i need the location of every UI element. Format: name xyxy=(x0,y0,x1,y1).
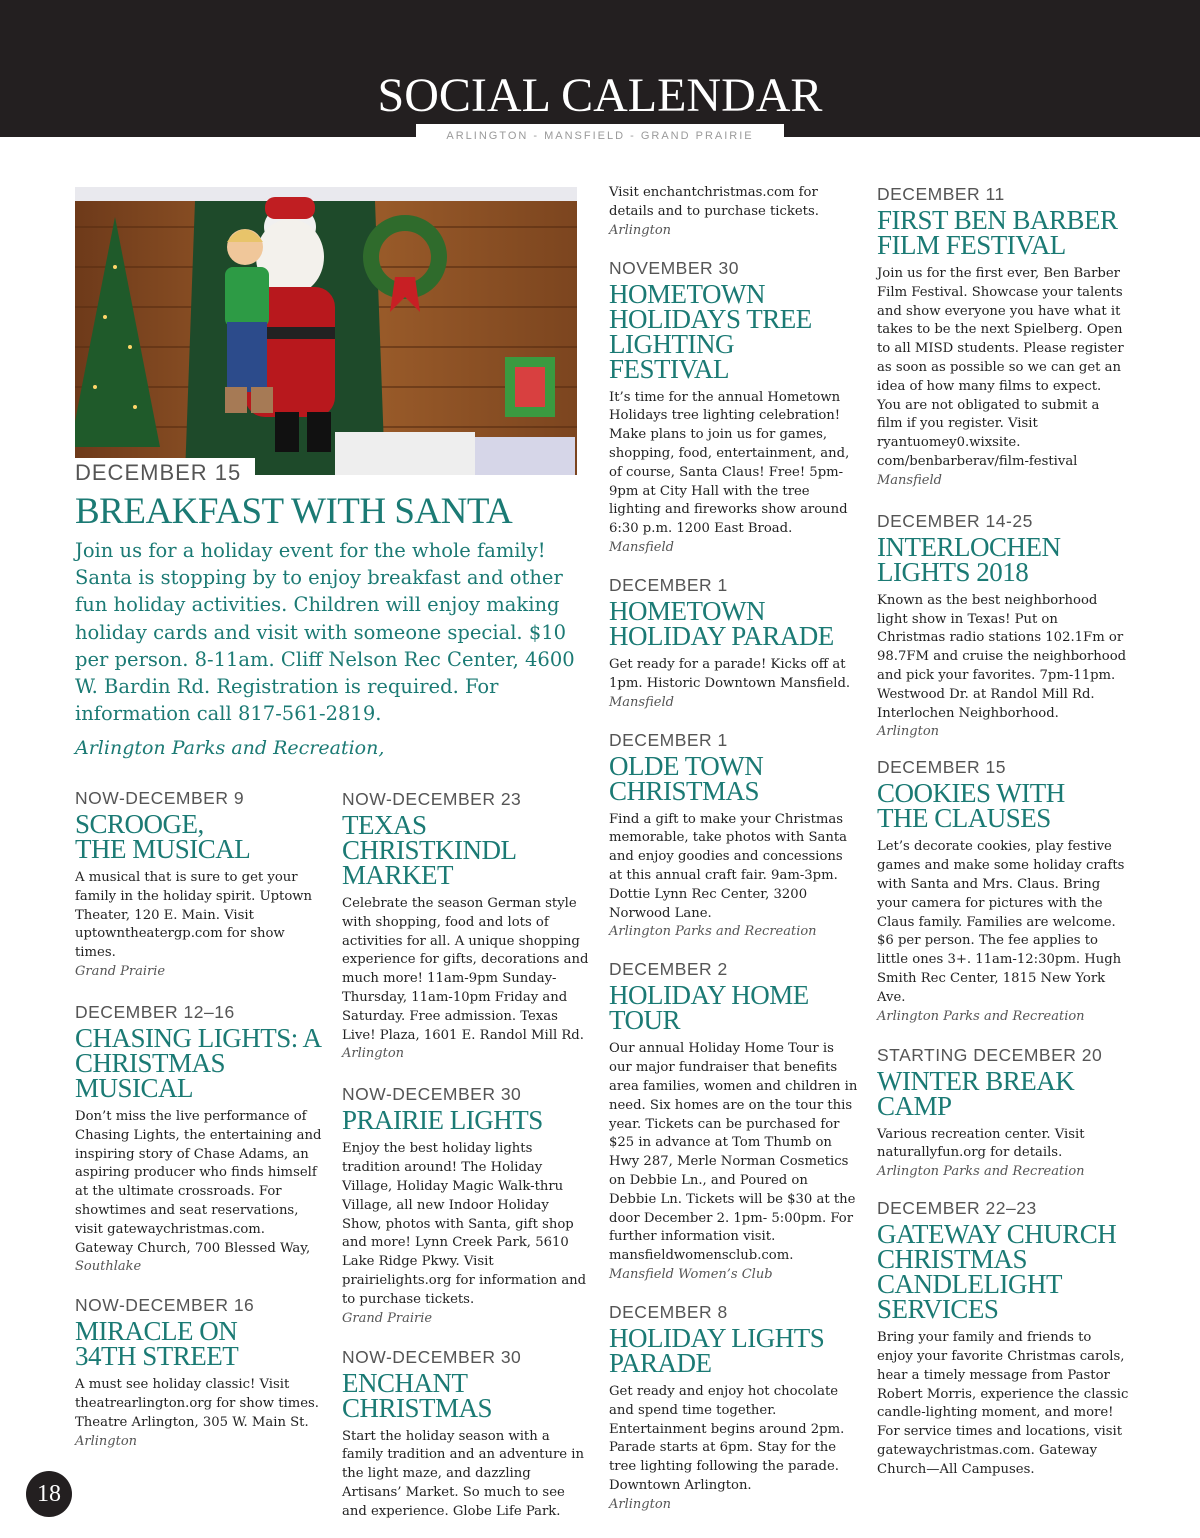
event-date: DECEMBER 1 xyxy=(609,729,728,750)
event-date: DECEMBER 15 xyxy=(877,757,1007,778)
event-interlochen xyxy=(877,511,1129,741)
event-winter-camp xyxy=(877,1045,1129,1181)
column-4 xyxy=(877,184,1129,1479)
event-title: PRAIRIE LIGHTS xyxy=(342,1105,543,1136)
page-title: SOCIAL CALENDAR xyxy=(377,69,823,122)
event-description: It’s time for the annual Hometown Holidays tree lighting celebration! Make plans to join us for games, shopping, food, entertainment, and, of course, Santa Claus! Free! 5pm-9pm at City Hall with the tree lighting and fireworks show around 6:30 p.m. 1200 East Broad. xyxy=(609,389,850,537)
event-location: Mansfield xyxy=(609,694,674,710)
column-3 xyxy=(609,184,859,1513)
event-location: Mansfield xyxy=(877,472,942,488)
featured-title: BREAKFAST WITH SANTA xyxy=(75,491,513,532)
santa-photo xyxy=(75,187,577,475)
event-date: DECEMBER 14-25 xyxy=(877,510,1033,531)
event-location: Arlington xyxy=(877,724,940,740)
event-gateway-candlelight xyxy=(877,1198,1129,1479)
event-description: Start the holiday season with a family tradition and an adventure in the light maze, and dazzling Artisans’ Market. So much to see and experience. Globe Life Park. xyxy=(342,1428,584,1519)
event-date: NOW-DECEMBER 16 xyxy=(75,1295,255,1316)
featured-description: Join us for a holiday event for the whole family! Santa is stopping by to enjoy breakfast and other fun holiday activities. Children will enjoy making holiday cards and visit with someone special. $10 per person. 8-11am. Cliff Nelson Rec Center, 4600 W. Bardin Rd. Registration is required. For information call 817-561-2819. xyxy=(75,539,575,726)
event-date: DECEMBER 11 xyxy=(877,184,1005,204)
event-christkindl xyxy=(342,789,592,1062)
event-date: NOW-DECEMBER 23 xyxy=(342,789,522,809)
event-title: FIRST BEN BARBER FILM FESTIVAL xyxy=(877,205,1118,260)
event-scrooge xyxy=(75,788,325,980)
event-description: Enjoy the best holiday lights tradition around! The Holiday Village, Holiday Magic Walk-thru Village, all new Indoor Holiday Show, photos with Santa, gift shop and more! Lynn Creek Park, 5610 Lake Ridge Pkwy. Visit prairielights.org for information and to purchase tickets. xyxy=(342,1141,587,1307)
event-location: Arlington xyxy=(609,222,672,238)
event-location: Mansfield xyxy=(609,539,674,555)
subtitle-bar xyxy=(416,124,784,144)
event-description: Known as the best neighborhood light show in Texas! Put on Christmas radio stations 102.1Fm or 98.7FM and cruise the neighborhood and pick your favorites. 7pm-11pm. Westwood Dr. at Randol Mill Rd. Interlochen Neighborhood. xyxy=(877,592,1127,721)
event-location: Arlington xyxy=(75,1433,138,1449)
event-location: Arlington Parks and Recreation xyxy=(609,924,817,940)
event-location: Mansfield Women’s Club xyxy=(609,1266,773,1282)
event-title: HOLIDAY HOME TOUR xyxy=(609,980,809,1036)
event-title: INTERLOCHEN LIGHTS 2018 xyxy=(877,531,1061,587)
event-date: DECEMBER 22–23 xyxy=(877,1198,1037,1219)
event-date: NOW-DECEMBER 30 xyxy=(342,1084,522,1105)
event-date: STARTING DECEMBER 20 xyxy=(877,1044,1103,1065)
event-date: DECEMBER 12–16 xyxy=(75,1001,235,1022)
event-location: Arlington xyxy=(609,1496,672,1512)
event-description: Join us for the first ever, Ben Barber Film Festival. Showcase your talents and show everyone you have what it takes to be the next Spielberg. Open to all MISD students. Please register as soon as possible so we can get an idea of how many films to expect. You are not obligated to submit a film if you register. Visit ryantuomey0.wixsite. com/benbarberav/film-festival xyxy=(877,266,1124,469)
page-subtitle: ARLINGTON - MANSFIELD - GRAND PRAIRIE xyxy=(446,130,754,142)
event-description: Don’t miss the live performance of Chasing Lights, the entertaining and inspiring story of Chase Adams, an aspiring producer who finds himself at the ultimate crossroads. For showtimes and seat reservations, visit gatewaychristmas.com. Gateway Church, 700 Blessed Way, xyxy=(75,1108,322,1256)
event-title: SCROOGE, THE MUSICAL xyxy=(75,809,251,864)
event-olde-town xyxy=(609,730,859,941)
event-description: Let’s decorate cookies, play festive games and make some holiday crafts with Santa and Mrs. Claus. Bring your camera for pictures with the Claus family. Families are welcome. $6 per person. The fee applies to little ones 3+. 11am-12:30pm. Hugh Smith Rec Center, 1815 New York Ave. xyxy=(877,839,1125,1005)
page-header xyxy=(0,0,1200,137)
event-description: Get ready and enjoy hot chocolate and spend time together. Entertainment begins around 2pm. Parade starts at 6pm. Stay for the tree lighting following the parade. Downtown Arlington. xyxy=(609,1383,845,1493)
event-date: DECEMBER 8 xyxy=(609,1301,728,1322)
event-date: NOW-DECEMBER 30 xyxy=(342,1346,522,1367)
event-hometown-tree xyxy=(609,258,859,556)
event-miracle xyxy=(75,1295,325,1449)
event-description: Various recreation center. Visit naturallyfun.org for details. xyxy=(877,1126,1085,1161)
event-location: Arlington Parks and Recreation xyxy=(877,1008,1085,1024)
event-title: MIRACLE ON 34TH STREET xyxy=(75,1316,239,1372)
event-location: Arlington xyxy=(342,1046,405,1062)
event-title: CHASING LIGHTS: A CHRISTMAS MUSICAL xyxy=(75,1022,321,1103)
event-cookies xyxy=(877,757,1129,1024)
event-description: Find a gift to make your Christmas memorable, take photos with Santa and enjoy goodies and concessions at this annual craft fair. 9am-3pm. Dottie Lynn Rec Center, 3200 Norwood Lane. xyxy=(609,811,848,921)
event-description: Our annual Holiday Home Tour is our major fundraiser that benefits area families, women and children in need. Six homes are on the tour this year. Tickets can be purchased for $25 in advance at Tom Thumb on Hwy 287, Merle Norman Cosmetics on Debbie Ln., and Poured on Debbie Ln. Tickets will be $30 at the door December 2. 1pm- 5:00pm. For further information visit. mansfieldwomensclub.com. xyxy=(609,1041,858,1264)
event-hometown-parade xyxy=(609,575,859,711)
page-number: 18 xyxy=(26,1471,72,1517)
event-title: HOLIDAY LIGHTS PARADE xyxy=(609,1322,825,1378)
event-title: WINTER BREAK CAMP xyxy=(877,1065,1075,1121)
column-1 xyxy=(75,788,325,1450)
event-film-festival xyxy=(877,184,1129,489)
event-location: Grand Prairie xyxy=(75,963,166,979)
event-title: GATEWAY CHURCH CHRISTMAS CANDLELIGHT SERVICES xyxy=(877,1219,1117,1325)
featured-location: Arlington Parks and Recreation, xyxy=(75,737,385,759)
featured-date: DECEMBER 15 xyxy=(75,458,255,486)
event-date: NOW-DECEMBER 9 xyxy=(75,788,245,808)
event-chasing-lights xyxy=(75,1002,325,1275)
column-2 xyxy=(342,789,592,1522)
event-description: A musical that is sure to get your family in the holiday spirit. Uptown Theater, 120 E. Main. Visit uptowntheatergp.com for show times. xyxy=(75,870,313,961)
event-description: A must see holiday classic! Visit theatrearlington.org for show times. Theatre Arlington, 305 W. Main St. xyxy=(75,1377,319,1430)
event-title: OLDE TOWN CHRISTMAS xyxy=(609,750,764,806)
event-title: ENCHANT CHRISTMAS xyxy=(342,1367,493,1423)
event-title: HOMETOWN HOLIDAYS TREE LIGHTING FESTIVAL xyxy=(609,278,812,384)
event-description: Visit enchantchristmas.com for details and to purchase tickets. xyxy=(609,185,819,219)
event-location: Southlake xyxy=(75,1259,142,1275)
event-title: TEXAS CHRISTKINDL MARKET xyxy=(342,810,516,890)
event-date: NOVEMBER 30 xyxy=(609,257,739,278)
event-title: COOKIES WITH THE CLAUSES xyxy=(877,778,1065,834)
event-date: DECEMBER 1 xyxy=(609,574,728,595)
event-description: Get ready for a parade! Kicks off at 1pm. Historic Downtown Mansfield. xyxy=(609,656,851,691)
event-description: Celebrate the season German style with shopping, food and lots of activities for all. A unique shopping experience for gifts, decorations and much more! 11am-9pm Sunday-Thursday, 11am-10pm Friday and Saturday. Free admission. Texas Live! Plaza, 1601 E. Randol Mill Rd. xyxy=(342,896,589,1043)
event-location: Grand Prairie xyxy=(342,1310,433,1326)
event-description: Bring your family and friends to enjoy your favorite Christmas carols, hear a timely message from Pastor Robert Morris, experience the classic candle-lighting moment, and more! For service times and locations, visit gatewaychristmas.com. Gateway Church—All Campuses. xyxy=(877,1330,1129,1477)
event-prairie-lights xyxy=(342,1084,592,1326)
event-location: Arlington Parks and Recreation xyxy=(877,1164,1085,1180)
event-home-tour xyxy=(609,959,859,1283)
event-enchant-continued xyxy=(609,184,859,239)
event-enchant xyxy=(342,1347,592,1522)
event-lights-parade xyxy=(609,1302,859,1513)
event-date: DECEMBER 2 xyxy=(609,959,728,980)
event-title: HOMETOWN HOLIDAY PARADE xyxy=(609,595,834,651)
